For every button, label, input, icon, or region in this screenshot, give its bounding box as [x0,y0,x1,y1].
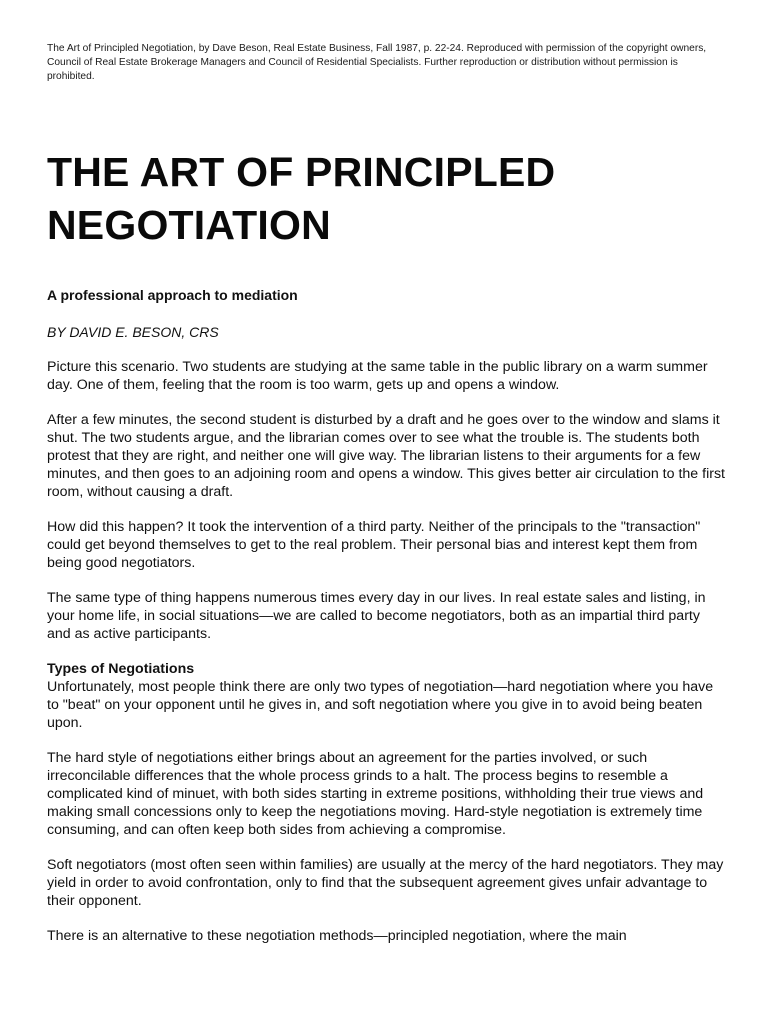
document-page [47,42,727,945]
section-paragraph-4: There is an alternative to these negotiation methods—principled negotiation, where the main [47,928,627,944]
paragraph-1: Picture this scenario. Two students are studying at the same table in the public library on a warm summer day. One of them, feeling that the room is too warm, gets up and opens a window. [47,359,708,393]
copyright-notice: The Art of Principled Negotiation, by Dave Beson, Real Estate Business, Fall 1987, p. 22-24. Reproduced with permission of the copyright owners, Council of Real Estate Brokerage Managers and Council of Residential Specialists. Further reproduction or distribution without permission is prohibited. [47,43,707,82]
paragraph-4: The same type of thing happens numerous times every day in our lives. In real estate sales and listing, in your home life, in social situations—we are called to become negotiators, both as an impartial third party and as active participants. [47,590,706,642]
article-title [47,146,727,252]
paragraph-2: After a few minutes, the second student is disturbed by a draft and he goes over to the window and slams it shut. The two students argue, and the librarian comes over to see what the trouble is. The students both protest that they are right, and neither one will give way. The librarian listens to their arguments for a few minutes, and then goes to an adjoining room and opens a window. This gives better air circulation to the first room, without causing a draft. [47,412,725,500]
article-subtitle: A professional approach to mediation [47,287,298,303]
section-types-of-negotiations [47,660,727,732]
article-title-line-1: THE ART OF PRINCIPLED [47,149,556,195]
section-paragraph-2: The hard style of negotiations either brings about an agreement for the parties involved, or such irreconcilable differences that the whole process grinds to a halt. The process begins to resemble a complicated kind of minuet, with both sides starting in extreme positions, withholding their true views and making small concessions only to keep the negotiations moving. Hard-style negotiation is extremely time consuming, and can often keep both sides from achieving a compromise. [47,750,704,838]
section-paragraph-1: Unfortunately, most people think there are only two types of negotiation—hard negotiation where you have to "beat" on your opponent until he gives in, and soft negotiation where you give in to avoid being beaten upon. [47,679,714,731]
author-byline: BY DAVID E. BESON, CRS [47,324,219,340]
section-heading: Types of Negotiations [47,661,195,677]
article-title-line-2: NEGOTIATION [47,202,331,248]
paragraph-3: How did this happen? It took the intervention of a third party. Neither of the principals to the "transaction" could get beyond themselves to get to the real problem. Their personal bias and interest kept them from being good negotiators. [47,519,701,571]
section-paragraph-3: Soft negotiators (most often seen within families) are usually at the mercy of the hard negotiators. They may yield in order to avoid confrontation, only to find that the subsequent agreement gives unfair advantage to their opponent. [47,857,724,909]
